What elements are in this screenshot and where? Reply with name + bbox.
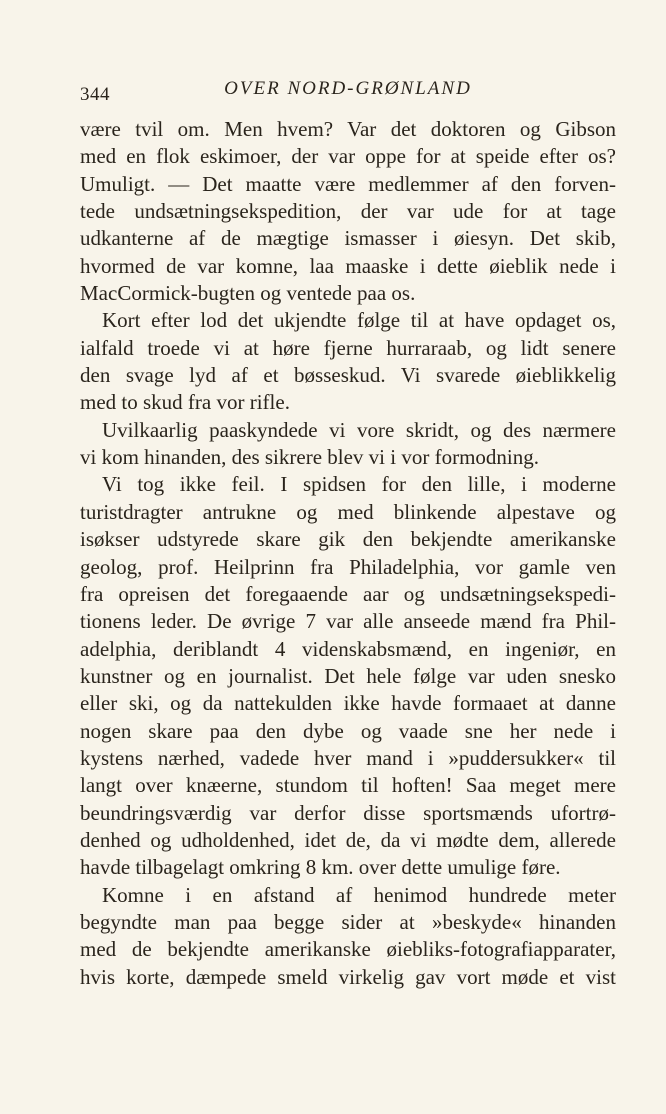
text-line: kunstner og en journalist. Det hele følge var uden snesko bbox=[80, 663, 616, 688]
text-line: med de bekjendte amerikanske øiebliks-fotografiapparater, bbox=[80, 937, 616, 962]
text-line: geolog, prof. Heilprinn fra Philadelphia, vor gamle ven bbox=[80, 554, 616, 579]
text-line: begyndte man paa begge sider at »beskyde« hinanden bbox=[80, 909, 616, 934]
text-line: tionens leder. De øvrige 7 var alle anseede mænd fra Phil- bbox=[80, 609, 616, 634]
text-line: være tvil om. Men hvem? Var det doktoren og Gibson bbox=[80, 117, 616, 141]
text-line: udkanterne af de mægtige ismasser i øiesyn. Det skib, bbox=[80, 226, 616, 251]
body-text bbox=[80, 116, 616, 991]
text-line: Vi tog ikke feil. I spidsen for den lille, i moderne bbox=[102, 472, 616, 497]
text-line: kystens nærhed, vadede hver mand i »puddersukker« til bbox=[80, 745, 616, 770]
page-header bbox=[80, 78, 616, 108]
text-line: Komne i en afstand af henimod hundrede meter bbox=[102, 882, 616, 907]
text-line: havde tilbagelagt omkring 8 km. over dette umulige føre. bbox=[80, 855, 561, 880]
text-line: ialfald troede vi at høre fjerne hurraraab, og lidt senere bbox=[80, 335, 616, 360]
text-line: fra opreisen det foregaaende aar og undsætningsekspedi- bbox=[80, 581, 616, 606]
text-line: eller ski, og da nattekulden ikke havde formaaet at danne bbox=[80, 691, 616, 716]
text-line: hvis korte, dæmpede smeld virkelig gav vort møde et vist bbox=[80, 964, 616, 989]
text-line: Umuligt. — Det maatte være medlemmer af den forven- bbox=[80, 171, 616, 196]
text-line: Uvilkaarlig paaskyndede vi vore skridt, og des nærmere bbox=[102, 417, 616, 442]
text-line: hvormed de var komne, laa maaske i dette øieblik nede i bbox=[80, 253, 616, 278]
text-line: tede undsætningsekspedition, der var ude for at tage bbox=[80, 199, 616, 224]
running-head: OVER NORD-GRØNLAND bbox=[224, 78, 472, 99]
text-line: vi kom hinanden, des sikrere blev vi i vor formodning. bbox=[80, 445, 539, 470]
text-line: isøkser udstyrede skare gik den bekjendte amerikanske bbox=[80, 527, 616, 552]
text-line: med en flok eskimoer, der var oppe for at speide efter os? bbox=[80, 144, 616, 169]
text-line: denhed og udholdenhed, idet de, da vi mødte dem, allerede bbox=[80, 827, 616, 852]
text-line: langt over knæerne, stundom til hoften! Saa meget mere bbox=[80, 773, 616, 798]
page-number: 344 bbox=[80, 84, 110, 105]
text-line: turistdragter antrukne og med blinkende alpestave og bbox=[80, 499, 616, 524]
text-line: nogen skare paa den dybe og vaade sne her nede i bbox=[80, 718, 616, 743]
text-line: MacCormick-bugten og ventede paa os. bbox=[80, 281, 416, 306]
text-line: den svage lyd af et bøsseskud. Vi svarede øieblikkelig bbox=[80, 363, 616, 388]
text-line: Kort efter lod det ukjendte følge til at have opdaget os, bbox=[102, 308, 616, 333]
text-line: beundringsværdig var derfor disse sportsmænds ufortrø- bbox=[80, 800, 616, 825]
text-line: adelphia, deriblandt 4 videnskabsmænd, en ingeniør, en bbox=[80, 636, 616, 661]
text-line: med to skud fra vor rifle. bbox=[80, 390, 290, 415]
